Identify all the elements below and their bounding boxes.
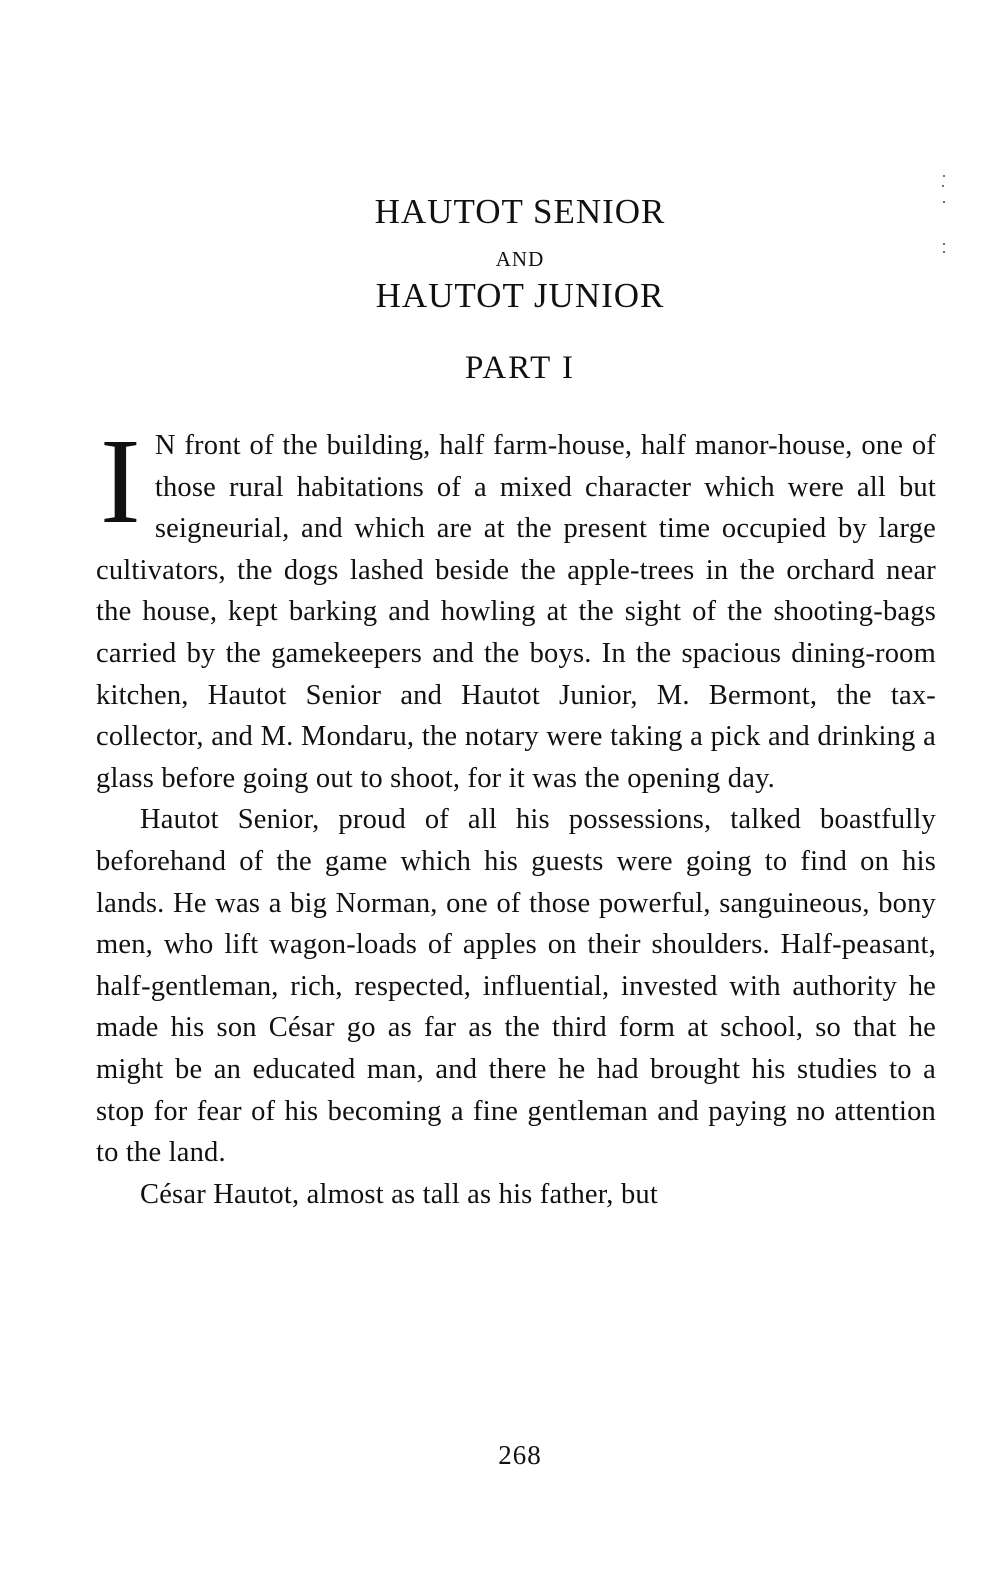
title-line-1: HAUTOT SENIOR: [374, 192, 666, 231]
paragraph: [96, 414, 936, 799]
paragraph-text: N front of the building, half farm-house, half manor-house, one of those rural habitations of a mixed character which were all but seigneurial, and which are at the present time occupied by large cultivators, the dogs lashed beside the apple-trees in the orchard near the house, kept barking and howling at the sight of the shooting-bags carried by the gamekeepers and the boys. In the spacious dining-room kitchen, Hautot Senior and Hautot Junior, M. Bermont, the tax-collector, and M. Mondaru, the notary were taking a pick and drinking a glass before going out to shoot, for it was the opening day.: [96, 430, 936, 794]
paragraph: Hautot Senior, proud of all his possessions, talked boastfully beforehand of the game which his guests were going to find on his lands. He was a big Norman, one of those powerful, sanguineous, bony men, who lift wagon-loads of apples on their shoulders. Half-peasant, half-gentleman, rich, respected, influential, invested with authority he made his son César go as far as the third form at school, so that he might be an educated man, and there he had brought his studies to a stop for fear of his becoming a fine gentleman and paying no attention to the land.: [96, 804, 936, 1169]
title-conjunction: AND: [495, 247, 545, 271]
body-text: [96, 414, 936, 1215]
paragraph: César Hautot, almost as tall as his father, but: [140, 1178, 658, 1210]
drop-cap: I: [100, 414, 141, 549]
page-number: 268: [498, 1440, 542, 1470]
print-specks: [938, 172, 948, 262]
title-line-2: HAUTOT JUNIOR: [375, 276, 665, 315]
part-heading: PART I: [465, 350, 575, 386]
